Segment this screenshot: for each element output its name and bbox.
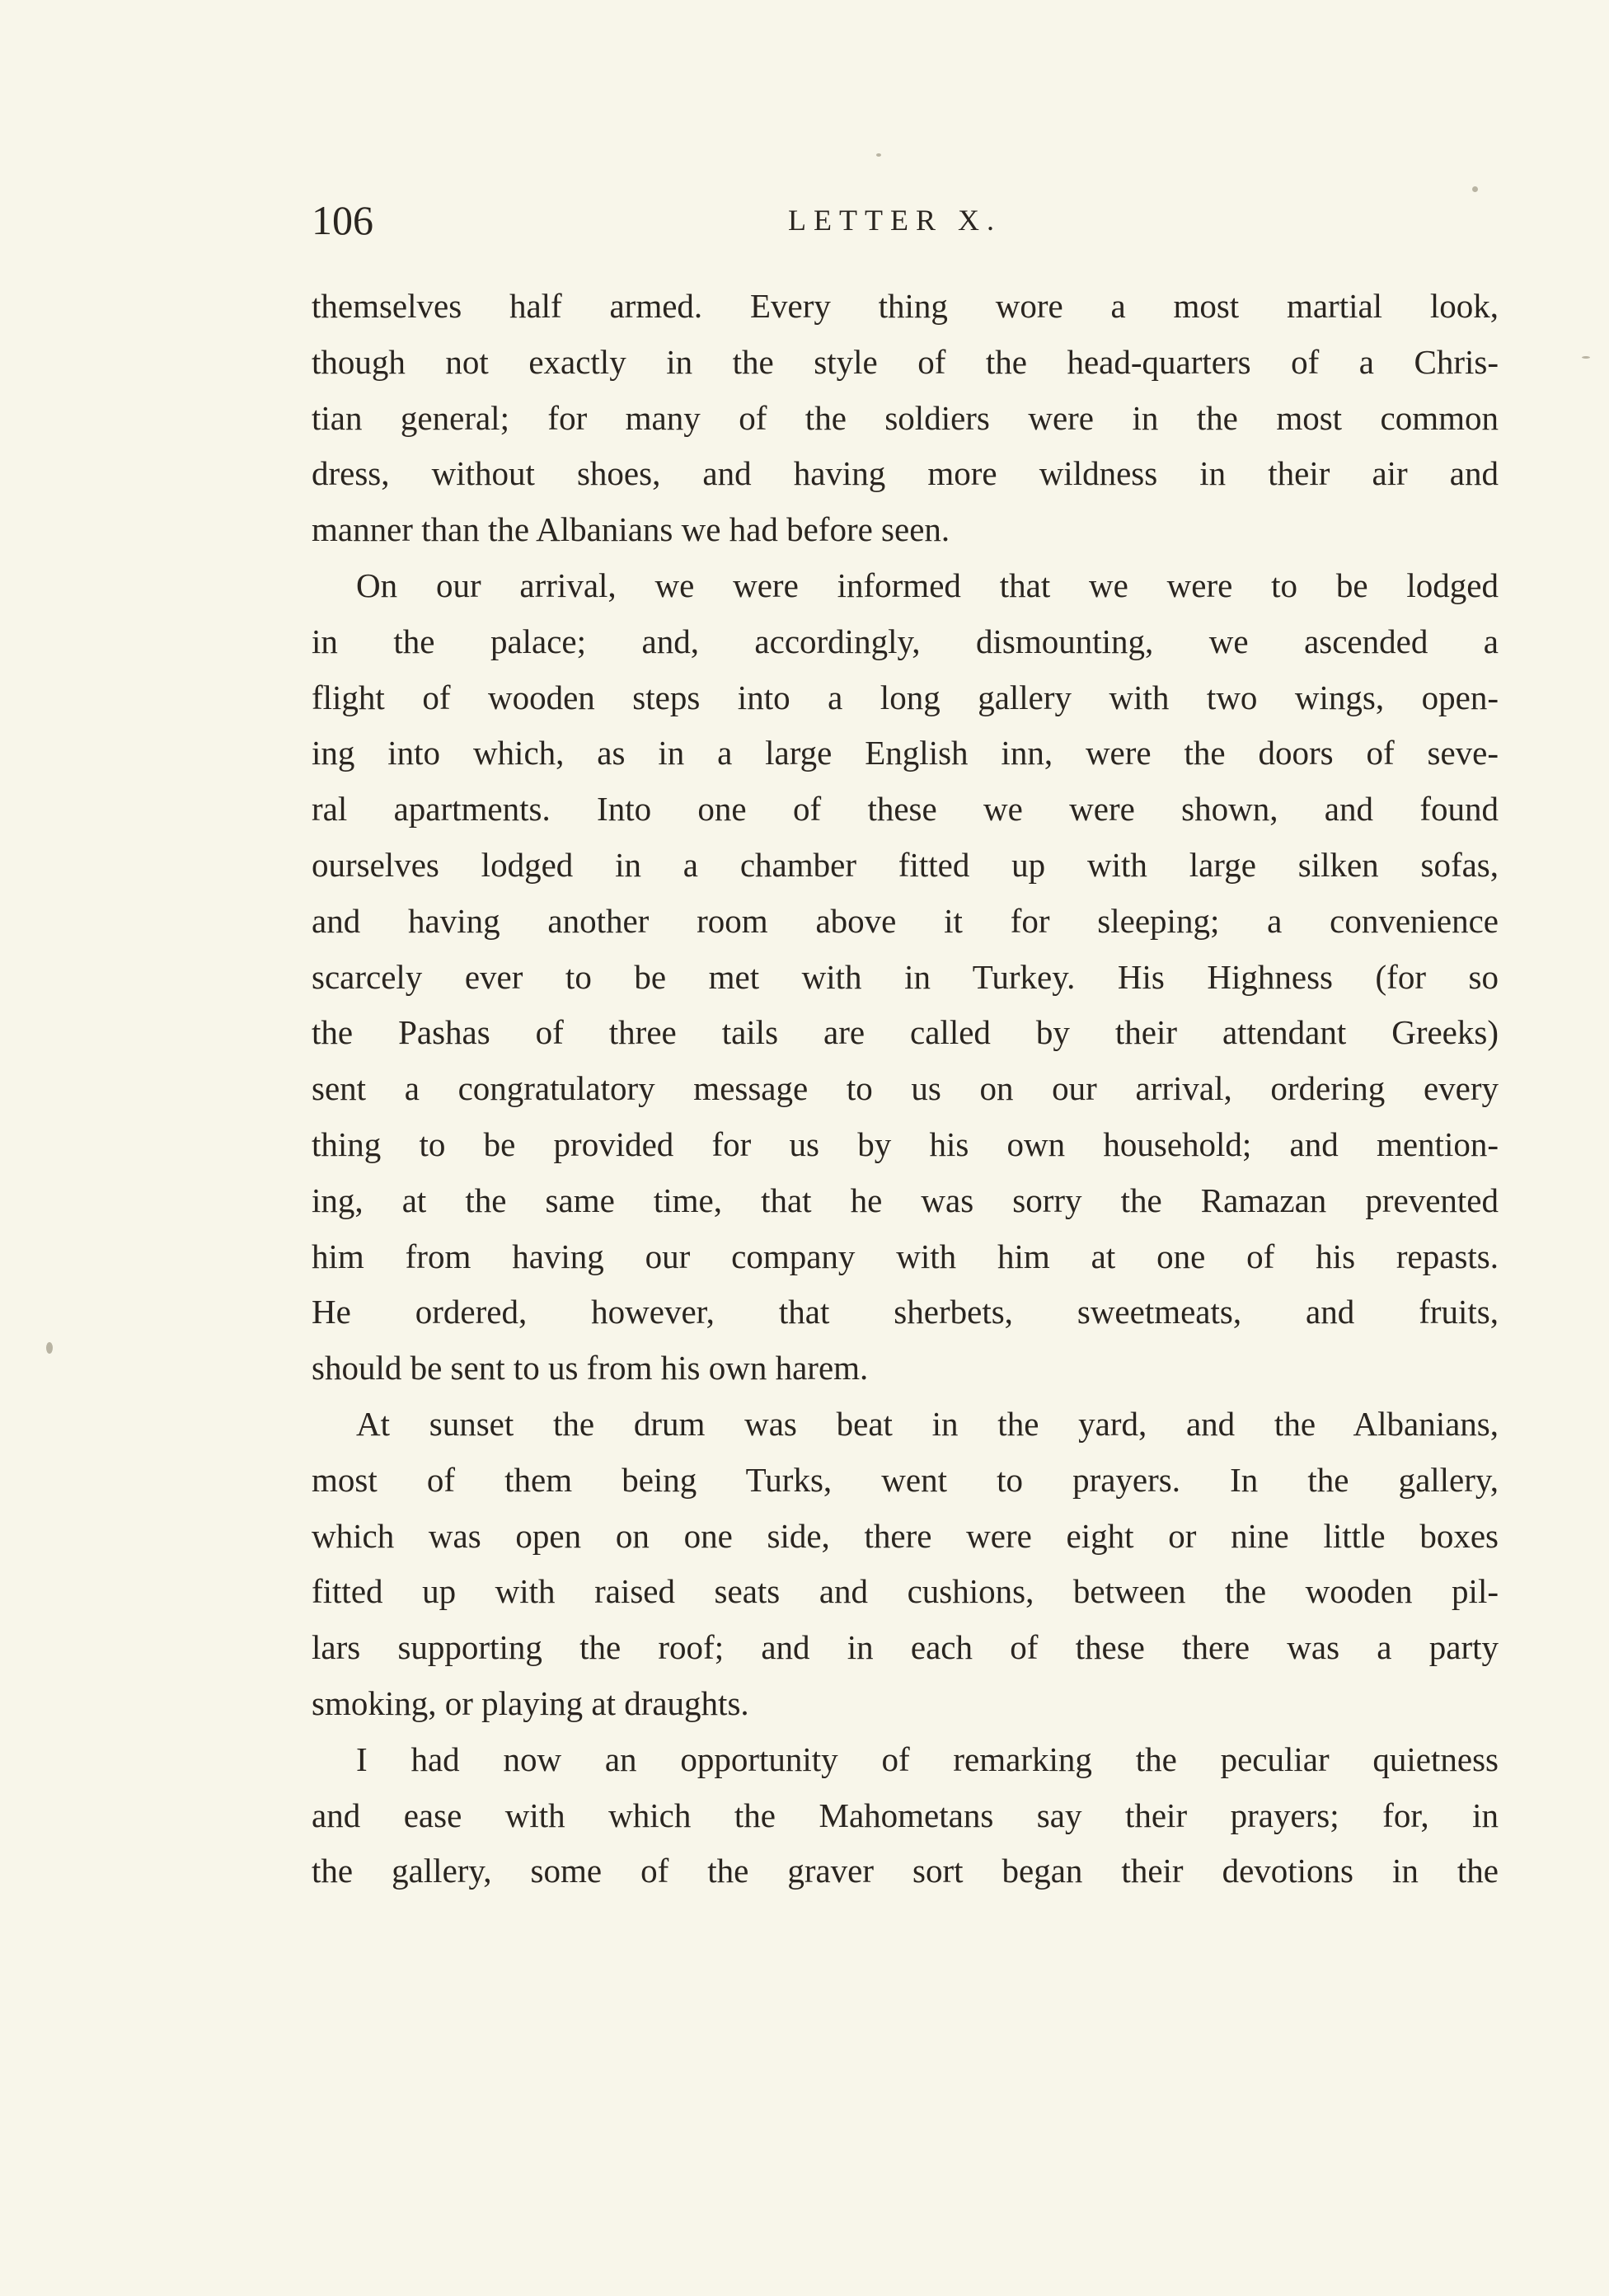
text-line: flight of wooden steps into a long gallery with two wings, open- xyxy=(312,678,1499,716)
running-head: LETTER X. xyxy=(788,204,1002,237)
text-line: in the palace; and, accordingly, dismounting, we ascended a xyxy=(312,622,1499,660)
text-line: On our arrival, we were informed that we were to be lodged xyxy=(356,566,1499,604)
text-line: manner than the Albanians we had before seen. xyxy=(312,510,950,549)
paper-speck xyxy=(1582,356,1590,359)
text-line: lars supporting the roof; and in each of these there was a party xyxy=(312,1628,1499,1667)
text-line: I had now an opportunity of remarking the peculiar quietness xyxy=(356,1740,1499,1778)
text-line: tian general; for many of the soldiers were in the most common xyxy=(312,398,1499,437)
text-line: ing, at the same time, that he was sorry the Ramazan prevented xyxy=(312,1181,1499,1219)
text-line: and ease with which the Mahometans say their prayers; for, in xyxy=(312,1796,1499,1834)
text-line: the Pashas of three tails are called by their attendant Greeks) xyxy=(312,1013,1499,1052)
paragraph xyxy=(312,279,1499,558)
body-text xyxy=(312,279,1499,1899)
paragraph xyxy=(312,1397,1499,1732)
text-line: should be sent to us from his own harem. xyxy=(312,1349,869,1387)
text-line: smoking, or playing at draughts. xyxy=(312,1683,749,1722)
page-header xyxy=(312,191,1499,249)
text-line: most of them being Turks, went to prayers. In the gallery, xyxy=(312,1460,1499,1499)
text-line: ing into which, as in a large English inn, were the doors of seve- xyxy=(312,734,1499,772)
text-line: fitted up with raised seats and cushions, between the wooden pil- xyxy=(312,1572,1499,1611)
text-line: sent a congratulatory message to us on our arrival, ordering every xyxy=(312,1069,1499,1108)
text-line: themselves half armed. Every thing wore a most martial look, xyxy=(312,287,1499,325)
text-line: He ordered, however, that sherbets, sweetmeats, and fruits, xyxy=(312,1293,1499,1331)
paper-speck xyxy=(876,153,881,157)
paper-speck xyxy=(46,1342,53,1354)
text-line: thing to be provided for us by his own household; and mention- xyxy=(312,1125,1499,1163)
text-line: ral apartments. Into one of these we were shown, and found xyxy=(312,790,1499,829)
text-line: which was open on one side, there were eight or nine little boxes xyxy=(312,1516,1499,1555)
text-line: and having another room above it for sleeping; a convenience xyxy=(312,901,1499,940)
text-line: scarcely ever to be met with in Turkey. His Highness (for so xyxy=(312,957,1499,996)
text-line: At sunset the drum was beat in the yard, and the Albanians, xyxy=(356,1404,1499,1443)
text-line: though not exactly in the style of the head-quarters of a Chris- xyxy=(312,342,1499,381)
text-line: the gallery, some of the graver sort began their devotions in the xyxy=(312,1852,1499,1890)
page-number: 106 xyxy=(312,197,373,243)
paragraph xyxy=(312,1732,1499,1899)
text-line: dress, without shoes, and having more wildness in their air and xyxy=(312,454,1499,493)
paragraph xyxy=(312,558,1499,1397)
text-line: ourselves lodged in a chamber fitted up with large silken sofas, xyxy=(312,845,1499,884)
text-line: him from having our company with him at one of his repasts. xyxy=(312,1237,1499,1275)
